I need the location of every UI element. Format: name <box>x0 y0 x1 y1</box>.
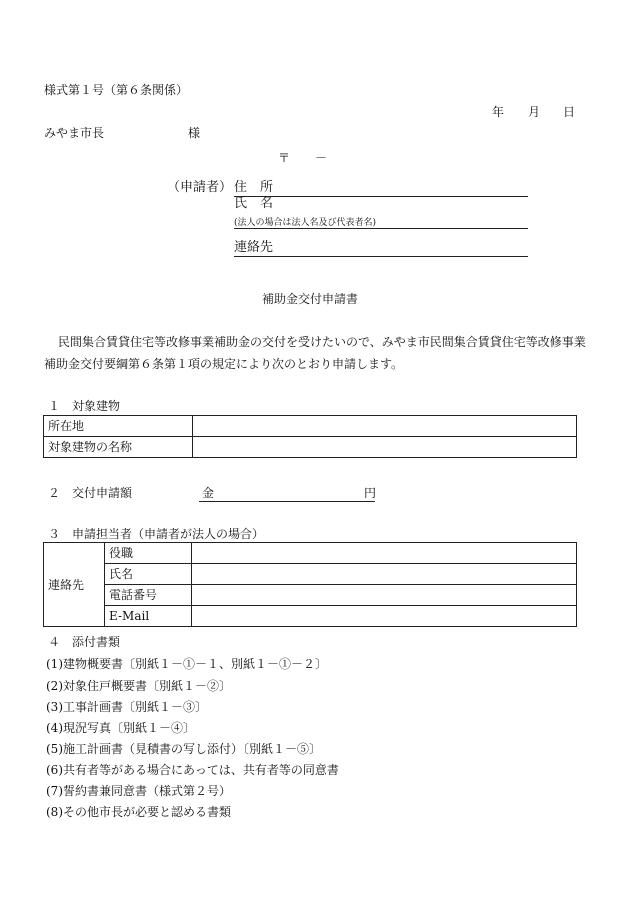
form-number: 様式第１号（第６条関係） <box>44 83 189 97</box>
address-underline <box>234 196 528 197</box>
contact-group-label: 連絡先 <box>44 543 105 627</box>
phone-label: 電話番号 <box>105 585 192 606</box>
table-row <box>44 606 577 627</box>
applicant-name-label: 氏 名 <box>234 196 274 211</box>
section1-heading: １ 対象建物 <box>48 399 121 413</box>
applicant-label: （申請者） <box>167 180 233 195</box>
location-value[interactable] <box>193 416 577 437</box>
addressee-name: みやま市長 <box>44 126 105 140</box>
section3-heading: ３ 申請担当者（申請者が法人の場合） <box>48 527 265 541</box>
addressee-honorific: 様 <box>188 126 201 140</box>
person-name-label: 氏名 <box>105 564 192 585</box>
contact-table <box>43 542 577 627</box>
amount-prefix: 金 <box>202 486 215 500</box>
section2-heading: ２ 交付申請額 <box>48 486 133 500</box>
date-year-label: 年 <box>492 105 505 119</box>
contact-underline <box>234 256 528 257</box>
table-row <box>44 585 577 606</box>
phone-value[interactable] <box>192 585 577 606</box>
body-line-1: 民間集合賃貸住宅等改修事業補助金の交付を受けたいので、みやま市民間集合賃貸住宅等改修事業 <box>58 335 586 349</box>
building-name-label: 対象建物の名称 <box>44 437 193 458</box>
amount-underline <box>199 501 375 502</box>
attachment-item-8: (8)その他市長が必要と認める書類 <box>46 805 231 819</box>
applicant-name-note: (法人の場合は法人名及び代表者名) <box>234 218 377 228</box>
applicant-contact-label: 連絡先 <box>234 240 274 255</box>
location-label: 所在地 <box>44 416 193 437</box>
target-building-table <box>43 415 577 458</box>
postal-dash: － <box>315 151 328 165</box>
email-value[interactable] <box>192 606 577 627</box>
section4-heading: ４ 添付書類 <box>48 635 121 649</box>
table-row <box>44 437 577 458</box>
position-value[interactable] <box>192 543 577 564</box>
attachment-item-1: (1)建物概要書〔別紙１－①－１、別紙１－①－２〕 <box>46 657 328 671</box>
building-name-value[interactable] <box>193 437 577 458</box>
applicant-address-label: 住 所 <box>234 180 274 195</box>
table-row <box>44 564 577 585</box>
attachment-item-6: (6)共有者等がある場合にあっては、共有者等の同意書 <box>46 763 339 777</box>
person-name-value[interactable] <box>192 564 577 585</box>
amount-suffix: 円 <box>364 486 377 500</box>
postal-mark: 〒 <box>278 151 291 165</box>
attachment-item-5: (5)施工計画書（見積書の写し添付）〔別紙１－⑤〕 <box>46 742 322 756</box>
table-row <box>44 416 577 437</box>
document-title: 補助金交付申請書 <box>262 292 359 306</box>
date-month-label: 月 <box>528 105 541 119</box>
name-underline <box>234 228 528 229</box>
attachment-item-7: (7)誓約書兼同意書（様式第２号） <box>46 784 231 798</box>
attachment-item-2: (2)対象住戸概要書〔別紙１－②〕 <box>46 679 231 693</box>
date-day-label: 日 <box>563 105 576 119</box>
position-label: 役職 <box>105 543 192 564</box>
attachment-item-3: (3)工事計画書〔別紙１－③〕 <box>46 700 207 714</box>
attachment-item-4: (4)現況写真〔別紙１－④〕 <box>46 721 195 735</box>
email-label: E-Mail <box>105 606 192 627</box>
body-line-2: 補助金交付要綱第６条第１項の規定により次のとおり申請します。 <box>44 357 404 371</box>
table-row <box>44 543 577 564</box>
